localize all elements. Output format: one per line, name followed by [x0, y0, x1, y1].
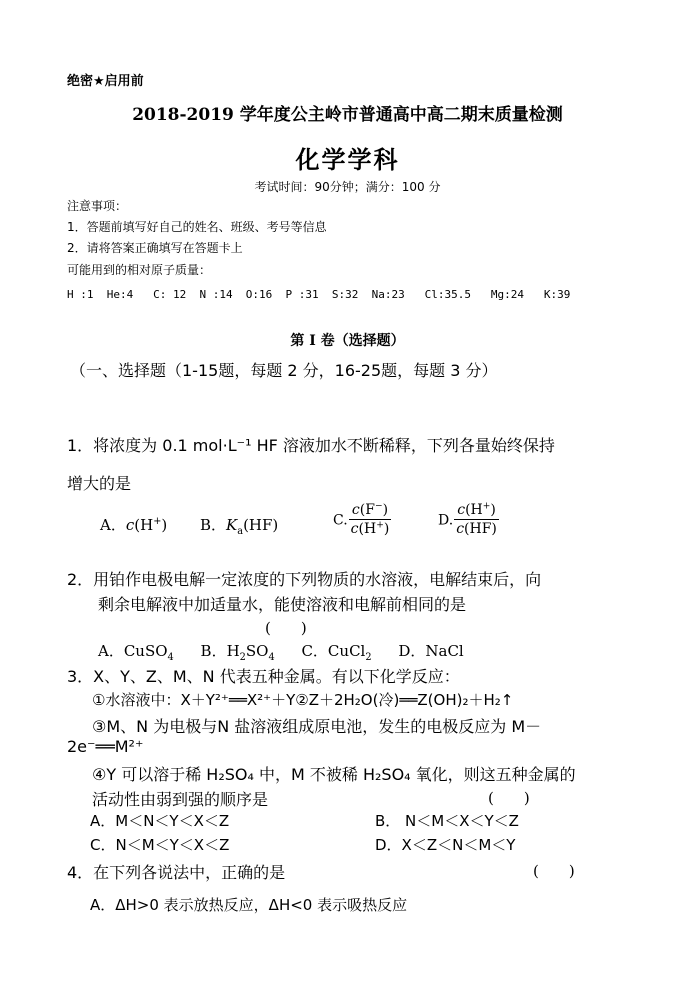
- q3-line-4: 2e⁻══M²⁺: [67, 737, 144, 756]
- atomic-mass-list: H :1 He:4 C: 12 N :14 O:16 P :31 S:32 Na:23 Cl:35.5 Mg:24 K:39: [67, 288, 571, 301]
- q2-answer-paren: ( ): [265, 619, 307, 637]
- q1-option-a: A．c(H+): [100, 516, 168, 534]
- q4-answer-paren: ( ): [533, 862, 575, 880]
- q2-line-1: 2．用铂作电极电解一定浓度的下列物质的水溶液，电解结束后，向: [67, 570, 542, 589]
- q3-option-d: D．X＜Z＜N＜M＜Y: [375, 836, 516, 854]
- notes-item-2: 2．请将答案正确填写在答题卡上: [67, 241, 243, 255]
- option-d-label: D.: [438, 512, 454, 529]
- q2-options: [98, 640, 464, 661]
- q3-option-b: B． N＜M＜X＜Y＜Z: [375, 812, 519, 830]
- q2-option-d: D．NaCl: [398, 642, 464, 660]
- exam-title: 2018-2019 学年度公主岭市普通高中高二期末质量检测: [132, 105, 563, 125]
- q3-answer-paren: ( ): [488, 789, 530, 807]
- q2-option-c: C．CuCl$_2$: [301, 642, 372, 663]
- q3-line-5: ④Y 可以溶于稀 H₂SO₄ 中，M 不被稀 H₂SO₄ 氧化，则这五种金属的: [92, 765, 576, 784]
- option-c-label: C.: [333, 512, 348, 529]
- section-subtitle: （一、选择题（1-15题，每题 2 分，16-25题，每题 3 分）: [70, 361, 498, 380]
- option-b-label: B．: [200, 516, 227, 534]
- q3-option-c: C．N＜M＜Y＜X＜Z: [90, 836, 230, 854]
- q2-option-b: B．$H_2SO_4$: [200, 642, 275, 663]
- q3-reaction-1-2: ①水溶液中：X＋Y²⁺══X²⁺＋Y②Z＋2H₂O(冷)══Z(OH)₂＋H₂↑: [92, 691, 514, 709]
- q3-option-a: A．M＜N＜Y＜X＜Z: [90, 812, 230, 830]
- q1-line-1: 1．将浓度为 0.1 mol·L⁻¹ HF 溶液加水不断稀释，下列各量始终保持: [67, 436, 555, 455]
- q3-line-6: 活动性由弱到强的顺序是: [92, 790, 269, 809]
- q2-option-a: A．CuSO$_4$: [98, 642, 174, 663]
- notes-item-1: 1．答题前填写好自己的姓名、班级、考号等信息: [67, 220, 327, 234]
- q3-line-3: ③M、N 为电极与N 盐溶液组成原电池，发生的电极反应为 M－: [92, 717, 542, 736]
- secret-label: 绝密★启用前: [67, 74, 144, 89]
- section-title: 第 I 卷（选择题）: [290, 333, 405, 349]
- q1-option-b: B．$K_a(HF)$: [200, 516, 279, 537]
- subject-title: 化学学科: [295, 145, 400, 174]
- fraction-cF-over-cH: $\frac{c(F^-)}{c(H^+)}$: [350, 501, 390, 538]
- atomic-mass-heading: 可能用到的相对原子质量：: [67, 263, 212, 277]
- exam-info: 考试时间：90分钟；满分：100 分: [254, 180, 441, 194]
- fraction-cH-over-cHF: $\frac{c(H^+)}{c(HF)}$: [456, 501, 497, 538]
- option-a-label: A．: [100, 516, 126, 534]
- q2-line-2: 剩余电解液中加适量水，能使溶液和电解前相同的是: [98, 595, 467, 614]
- q4-line-1: 4．在下列各说法中，正确的是: [67, 863, 286, 882]
- q1-option-d: [438, 503, 500, 538]
- q3-line-1: 3．X、Y、Z、M、N 代表五种金属。有以下化学反应：: [67, 667, 460, 686]
- notes-heading: 注意事项：: [67, 199, 128, 213]
- q1-line-2: 增大的是: [67, 474, 132, 493]
- q1-option-c: [333, 503, 392, 538]
- q4-option-a: A．ΔH>0 表示放热反应，ΔH<0 表示吸热反应: [90, 896, 408, 914]
